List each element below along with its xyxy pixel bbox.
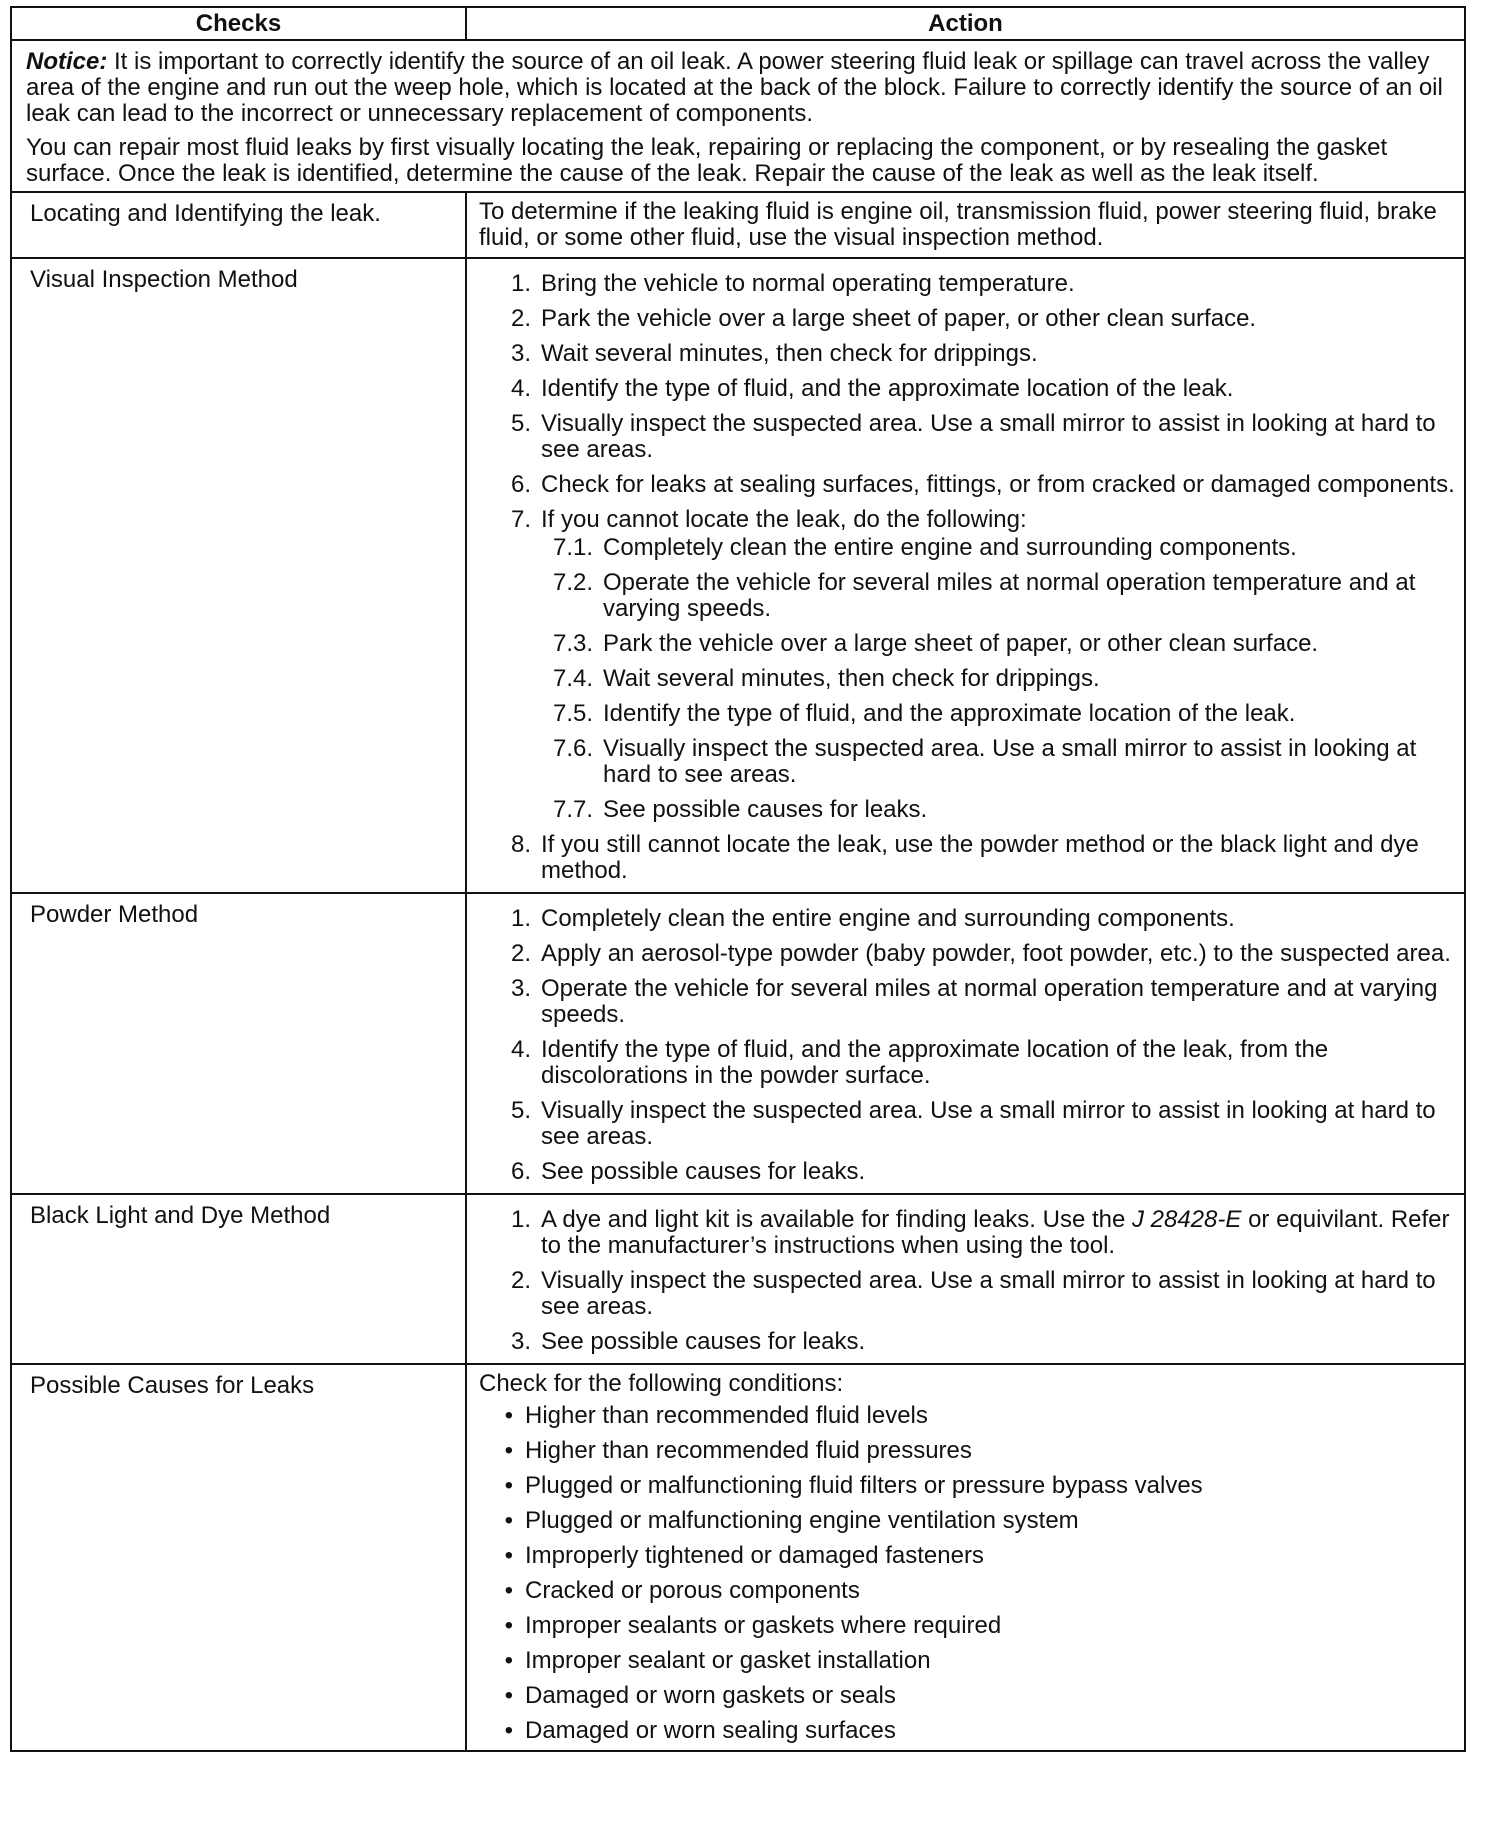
- step-number: 6.: [510, 471, 531, 498]
- bullet-icon: •: [504, 1612, 513, 1639]
- substep-text: Park the vehicle over a large sheet of paper, or other clean surface.: [603, 630, 1319, 657]
- substep-text: Identify the type of fluid, and the approximate location of the leak.: [603, 700, 1296, 727]
- step-number: 4.: [510, 375, 531, 402]
- list-item: [479, 832, 1456, 884]
- list-item: [479, 906, 1456, 932]
- step-text: Completely clean the entire engine and surrounding components.: [541, 905, 1235, 932]
- list-item: [479, 411, 1456, 463]
- list-item: [479, 1159, 1456, 1185]
- substep-number: 7.4.: [552, 665, 593, 692]
- substep-number: 7.2.: [552, 569, 593, 596]
- repair-paragraph: You can repair most fluid leaks by first visually locating the leak, repairing or replacing the component, or by resealing the gasket surface. Once the leak is identified, determine the cause of the leak. Repair the cause of the leak as well as the leak itself.: [26, 134, 1388, 187]
- list-item: [479, 797, 1456, 823]
- causes-list: [479, 1403, 1456, 1744]
- list-item: [479, 1718, 1456, 1744]
- step-text: Identify the type of fluid, and the approximate location of the leak.: [541, 375, 1234, 402]
- step-number: 5.: [510, 410, 531, 437]
- substep-text: Completely clean the entire engine and surrounding components.: [603, 534, 1297, 561]
- cause-text: Higher than recommended fluid pressures: [525, 1437, 972, 1464]
- list-item: [479, 535, 1456, 561]
- notice-row: [11, 40, 1465, 192]
- list-item: [479, 507, 1456, 533]
- cause-text: Damaged or worn gaskets or seals: [525, 1682, 896, 1709]
- substep-number: 7.5.: [552, 700, 593, 727]
- check-possible-causes: Possible Causes for Leaks: [11, 1364, 466, 1751]
- list-item: [479, 976, 1456, 1028]
- action-visual-inspection: [466, 258, 1465, 893]
- step-text: If you cannot locate the leak, do the following:: [541, 506, 1027, 533]
- notice-paragraph: [26, 49, 1450, 127]
- table-row: [11, 258, 1465, 893]
- step-number: 7.: [510, 506, 531, 533]
- substep-number: 7.3.: [552, 630, 593, 657]
- table-row: [11, 1194, 1465, 1364]
- list-item: [479, 1578, 1456, 1604]
- list-item: [479, 1508, 1456, 1534]
- list-item: [479, 1613, 1456, 1639]
- substep-text: Operate the vehicle for several miles at normal operation temperature and at varying speeds.: [603, 569, 1416, 622]
- check-locating: Locating and Identifying the leak.: [11, 192, 466, 258]
- action-black-light-dye: [466, 1194, 1465, 1364]
- step-number: 3.: [510, 1328, 531, 1355]
- checks-column-header: Checks: [11, 7, 466, 40]
- step-text: Check for leaks at sealing surfaces, fittings, or from cracked or damaged components.: [541, 471, 1455, 498]
- step-text: Bring the vehicle to normal operating temperature.: [541, 270, 1075, 297]
- bullet-icon: •: [504, 1647, 513, 1674]
- step-number: 5.: [510, 1097, 531, 1124]
- cause-text: Improper sealants or gaskets where required: [525, 1612, 1002, 1639]
- step-number: 1.: [510, 905, 531, 932]
- visual-final-step-list: [479, 832, 1456, 884]
- substep-text: Visually inspect the suspected area. Use a small mirror to assist in looking at hard to see areas.: [603, 735, 1417, 788]
- step-number: 3.: [510, 975, 531, 1002]
- step-text: [541, 1207, 1456, 1259]
- action-possible-causes: [466, 1364, 1465, 1751]
- step-number: 8.: [510, 831, 531, 858]
- list-item: [479, 1648, 1456, 1674]
- step-text: Operate the vehicle for several miles at normal operation temperature and at varying speeds.: [541, 975, 1438, 1028]
- cause-text: Improper sealant or gasket installation: [525, 1647, 931, 1674]
- step-text: Wait several minutes, then check for drippings.: [541, 340, 1038, 367]
- bullet-icon: •: [504, 1682, 513, 1709]
- step-number: 1.: [510, 1206, 531, 1233]
- step-text: Visually inspect the suspected area. Use a small mirror to assist in looking at hard to see areas.: [541, 1267, 1436, 1320]
- list-item: [479, 1268, 1456, 1320]
- step-text-before: A dye and light kit is available for finding leaks. Use the: [541, 1206, 1132, 1233]
- step-number: 2.: [510, 1267, 531, 1294]
- step-text: Visually inspect the suspected area. Use a small mirror to assist in looking at hard to see areas.: [541, 410, 1436, 463]
- step-text: Park the vehicle over a large sheet of paper, or other clean surface.: [541, 305, 1257, 332]
- list-item: [479, 271, 1456, 297]
- list-item: [479, 1438, 1456, 1464]
- list-item: [479, 1683, 1456, 1709]
- list-item: [479, 376, 1456, 402]
- bullet-icon: •: [504, 1542, 513, 1569]
- bullet-icon: •: [504, 1577, 513, 1604]
- bullet-icon: •: [504, 1472, 513, 1499]
- action-column-header: Action: [466, 7, 1465, 40]
- action-powder-method: [466, 893, 1465, 1194]
- list-item: [479, 1543, 1456, 1569]
- step-text: If you still cannot locate the leak, use the powder method or the black light and dye method.: [541, 831, 1419, 884]
- substep-number: 7.6.: [552, 735, 593, 762]
- causes-intro: Check for the following conditions:: [479, 1370, 844, 1397]
- bullet-icon: •: [504, 1717, 513, 1744]
- step-text-after: or equivilant. Refer to the manufacturer’s instructions when using the tool.: [541, 1206, 1450, 1259]
- substep-text: See possible causes for leaks.: [603, 796, 928, 823]
- powder-steps-list: [479, 906, 1456, 1185]
- list-item: [479, 1403, 1456, 1429]
- check-black-light-dye: Black Light and Dye Method: [11, 1194, 466, 1364]
- substep-number: 7.1.: [552, 534, 593, 561]
- visual-substeps-list: [479, 535, 1456, 823]
- cause-text: Higher than recommended fluid levels: [525, 1402, 928, 1429]
- substep-number: 7.7.: [552, 796, 593, 823]
- list-item: [479, 736, 1456, 788]
- blacklight-steps-list: [479, 1207, 1456, 1355]
- visual-steps-list: [479, 271, 1456, 533]
- list-item: [479, 1037, 1456, 1089]
- check-powder-method: Powder Method: [11, 893, 466, 1194]
- check-visual-inspection: Visual Inspection Method: [11, 258, 466, 893]
- notice-text: It is important to correctly identify the source of an oil leak. A power steering fluid leak or spillage can travel across the valley area of the engine and run out the weep hole, which is located at the back of the block. Failure to correctly identify the source of an oil leak can lead to the incorrect or unnecessary replacement of components.: [26, 48, 1443, 127]
- cause-text: Damaged or worn sealing surfaces: [525, 1717, 896, 1744]
- list-item: [479, 306, 1456, 332]
- tool-reference: J 28428-E: [1132, 1206, 1242, 1233]
- step-number: 2.: [510, 305, 531, 332]
- cause-text: Cracked or porous components: [525, 1577, 860, 1604]
- notice-cell: [11, 40, 1465, 192]
- table-row: [11, 893, 1465, 1194]
- step-number: 2.: [510, 940, 531, 967]
- action-locating: To determine if the leaking fluid is engine oil, transmission fluid, power steering fluid, brake fluid, or some other fluid, use the visual inspection method.: [466, 192, 1465, 258]
- list-item: [479, 1329, 1456, 1355]
- table-row: [11, 1364, 1465, 1751]
- step-text: Apply an aerosol-type powder (baby powder, foot powder, etc.) to the suspected area.: [541, 940, 1451, 967]
- step-number: 1.: [510, 270, 531, 297]
- list-item: [479, 1473, 1456, 1499]
- step-text: Visually inspect the suspected area. Use a small mirror to assist in looking at hard to see areas.: [541, 1097, 1436, 1150]
- list-item: [479, 472, 1456, 498]
- list-item: [479, 666, 1456, 692]
- bullet-icon: •: [504, 1507, 513, 1534]
- list-item: [479, 701, 1456, 727]
- notice-label: Notice:: [26, 48, 108, 75]
- list-item: [479, 941, 1456, 967]
- step-text: Identify the type of fluid, and the approximate location of the leak, from the discolorations in the powder surface.: [541, 1036, 1329, 1089]
- cause-text: Improperly tightened or damaged fasteners: [525, 1542, 984, 1569]
- table-header-row: [11, 7, 1465, 40]
- list-item: [479, 1098, 1456, 1150]
- list-item: [479, 631, 1456, 657]
- list-item: [479, 1207, 1456, 1259]
- cause-text: Plugged or malfunctioning engine ventilation system: [525, 1507, 1079, 1534]
- substep-text: Wait several minutes, then check for drippings.: [603, 665, 1100, 692]
- table-row: [11, 192, 1465, 258]
- cause-text: Plugged or malfunctioning fluid filters or pressure bypass valves: [525, 1472, 1203, 1499]
- bullet-icon: •: [504, 1402, 513, 1429]
- leak-diagnosis-table: [10, 6, 1466, 1752]
- step-text: See possible causes for leaks.: [541, 1158, 866, 1185]
- step-number: 4.: [510, 1036, 531, 1063]
- bullet-icon: •: [504, 1437, 513, 1464]
- step-text: See possible causes for leaks.: [541, 1328, 866, 1355]
- list-item: [479, 341, 1456, 367]
- list-item: [479, 570, 1456, 622]
- step-number: 6.: [510, 1158, 531, 1185]
- step-number: 3.: [510, 340, 531, 367]
